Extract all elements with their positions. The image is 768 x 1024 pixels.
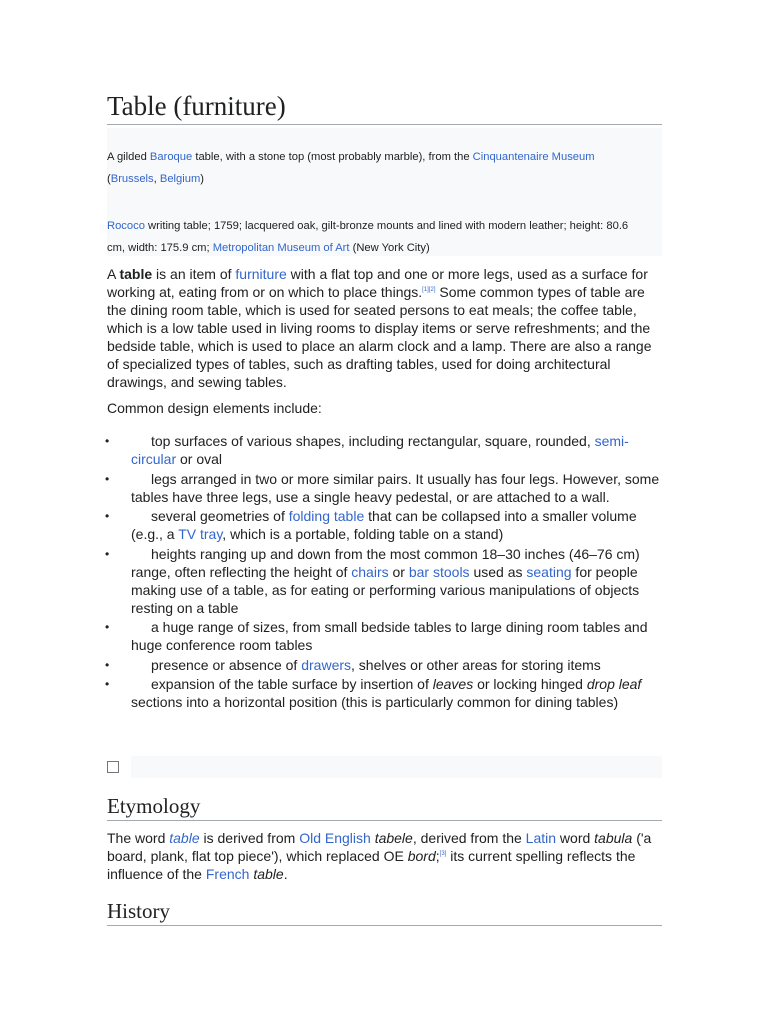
gallery-strip <box>131 756 662 778</box>
list-text: or locking hinged <box>473 676 587 692</box>
image-placeholder-icon[interactable] <box>107 761 119 773</box>
paragraph-text: . <box>283 866 288 882</box>
list-text: heights ranging up and down from the most common 18–30 inches (46–76 cm) range, often reflecting the height of <box>131 545 640 580</box>
list-text: , which is a portable, folding table on a stand) <box>222 526 504 542</box>
intro-paragraph <box>107 265 662 391</box>
link-drawers[interactable]: drawers <box>301 656 352 673</box>
reference-link[interactable]: [3] <box>439 851 447 857</box>
list-text: that can be collapsed into a smaller volume (e.g., a <box>131 508 637 542</box>
caption-text: (New York City) <box>349 242 430 254</box>
italic-term: drop leaf <box>586 676 642 692</box>
link-belgium[interactable]: Belgium <box>159 173 201 185</box>
italic-term: tabele <box>374 830 413 846</box>
bullet: • <box>105 434 110 448</box>
etymology-paragraph <box>107 829 662 883</box>
list-item <box>107 432 662 468</box>
link-semi-circular[interactable]: semi-circular <box>131 433 629 467</box>
link-metropolitan-museum[interactable]: Metropolitan Museum of Art <box>212 242 350 254</box>
heading-history: History <box>107 897 662 926</box>
caption-text: A gilded <box>107 151 150 163</box>
caption-text: ( <box>107 173 111 185</box>
link-french[interactable]: French <box>205 866 250 882</box>
paragraph-text: A <box>107 266 120 282</box>
design-intro: Common design elements include: <box>107 400 322 416</box>
image-captions <box>107 128 662 256</box>
design-elements-list <box>107 432 662 713</box>
list-item <box>107 675 662 711</box>
link-chairs[interactable]: chairs <box>351 563 389 580</box>
paragraph-text: its current spelling reflects the influence of the <box>107 848 636 882</box>
paragraph-text: with a flat top and one or more legs, used as a surface for working at, eating from or on which to place things. <box>107 266 648 300</box>
reference-link[interactable]: [1][2] <box>422 287 436 293</box>
bullet: • <box>105 509 110 523</box>
italic-term: table <box>253 866 284 882</box>
list-text: or <box>388 563 409 580</box>
list-item <box>107 545 662 617</box>
list-text: sections into a horizontal position (this is particularly common for dining tables) <box>131 694 619 710</box>
italic-term: tabula <box>594 830 633 846</box>
caption-rococo-table <box>107 215 647 259</box>
paragraph-text: is derived from <box>199 830 300 846</box>
list-text: for people making use of a table, as for eating or performing various manipulations of objects resting on a table <box>131 563 640 616</box>
caption-baroque-table <box>107 146 647 190</box>
list-item <box>107 507 662 543</box>
italic-term: bord <box>407 848 436 864</box>
caption-text: ) <box>200 173 205 185</box>
link-folding-table[interactable]: folding table <box>288 508 365 524</box>
page-title: Table (furniture) <box>107 88 662 125</box>
list-item <box>107 656 662 674</box>
caption-text: , <box>153 173 160 185</box>
bullet: • <box>105 471 110 486</box>
list-text: top surfaces of various shapes, including rectangular, square, rounded, <box>151 433 595 449</box>
paragraph-text: is an item of <box>152 266 236 282</box>
paragraph-text: ; <box>435 848 440 864</box>
list-item <box>107 618 662 654</box>
list-text: , shelves or other areas for storing items <box>351 656 601 673</box>
list-text: a huge range of sizes, from small bedside tables to large dining room tables and huge conference room tables <box>131 619 648 653</box>
heading-etymology: Etymology <box>107 792 662 821</box>
list-text: several geometries of <box>151 508 289 524</box>
list-text: used as <box>469 563 527 580</box>
bold-term: table <box>119 266 153 282</box>
link-seating[interactable]: seating <box>526 563 572 580</box>
link-old-english[interactable]: Old English <box>299 830 371 846</box>
paragraph-text: Some common types of table are the dining room table, which is used for seated persons to eat meals; the coffee table, which is a low table used in living rooms to display items or serve refreshments; and the bedside table, which is used to place an alarm clock and a lamp. There are also a range of specialized types of tables, such as drafting tables, used for doing architectural drawings, and sewing tables. <box>107 284 652 390</box>
list-text: expansion of the table surface by insertion of <box>151 676 433 692</box>
paragraph-text: ('a board, plank, flat top piece'), which replaced OE <box>107 830 652 864</box>
caption-text: table, with a stone top (most probably marble), from the <box>192 151 473 163</box>
list-text: or oval <box>176 451 223 467</box>
bullet: • <box>105 657 110 672</box>
link-brussels[interactable]: Brussels <box>110 173 154 185</box>
italic-term: leaves <box>432 676 474 692</box>
link-baroque[interactable]: Baroque <box>149 151 193 163</box>
link-furniture[interactable]: furniture <box>235 266 287 282</box>
gallery-placeholder <box>107 756 662 778</box>
list-text: presence or absence of <box>151 656 302 673</box>
link-table-word[interactable]: table <box>169 830 200 846</box>
link-cinquantenaire-museum[interactable]: Cinquantenaire Museum <box>472 151 595 163</box>
link-bar-stools[interactable]: bar stools <box>408 563 470 580</box>
link-tv-tray[interactable]: TV tray <box>178 526 223 542</box>
paragraph-text: The word <box>107 830 170 846</box>
list-text: legs arranged in two or more similar pairs. It usually has four legs. However, some tables have three legs, use a single heavy pedestal, or are attached to a wall. <box>131 470 660 505</box>
link-rococo[interactable]: Rococo <box>107 220 145 232</box>
caption-text: writing table; 1759; lacquered oak, gilt-bronze mounts and lined with modern leather; height: 80.6 cm, width: 175.9 cm; <box>107 220 629 254</box>
paragraph-text: word <box>556 830 595 846</box>
bullet: • <box>105 620 110 634</box>
list-item <box>107 470 662 506</box>
paragraph-text: , derived from the <box>412 830 526 846</box>
link-latin[interactable]: Latin <box>525 830 557 846</box>
bullet: • <box>105 677 110 691</box>
bullet: • <box>105 546 110 561</box>
